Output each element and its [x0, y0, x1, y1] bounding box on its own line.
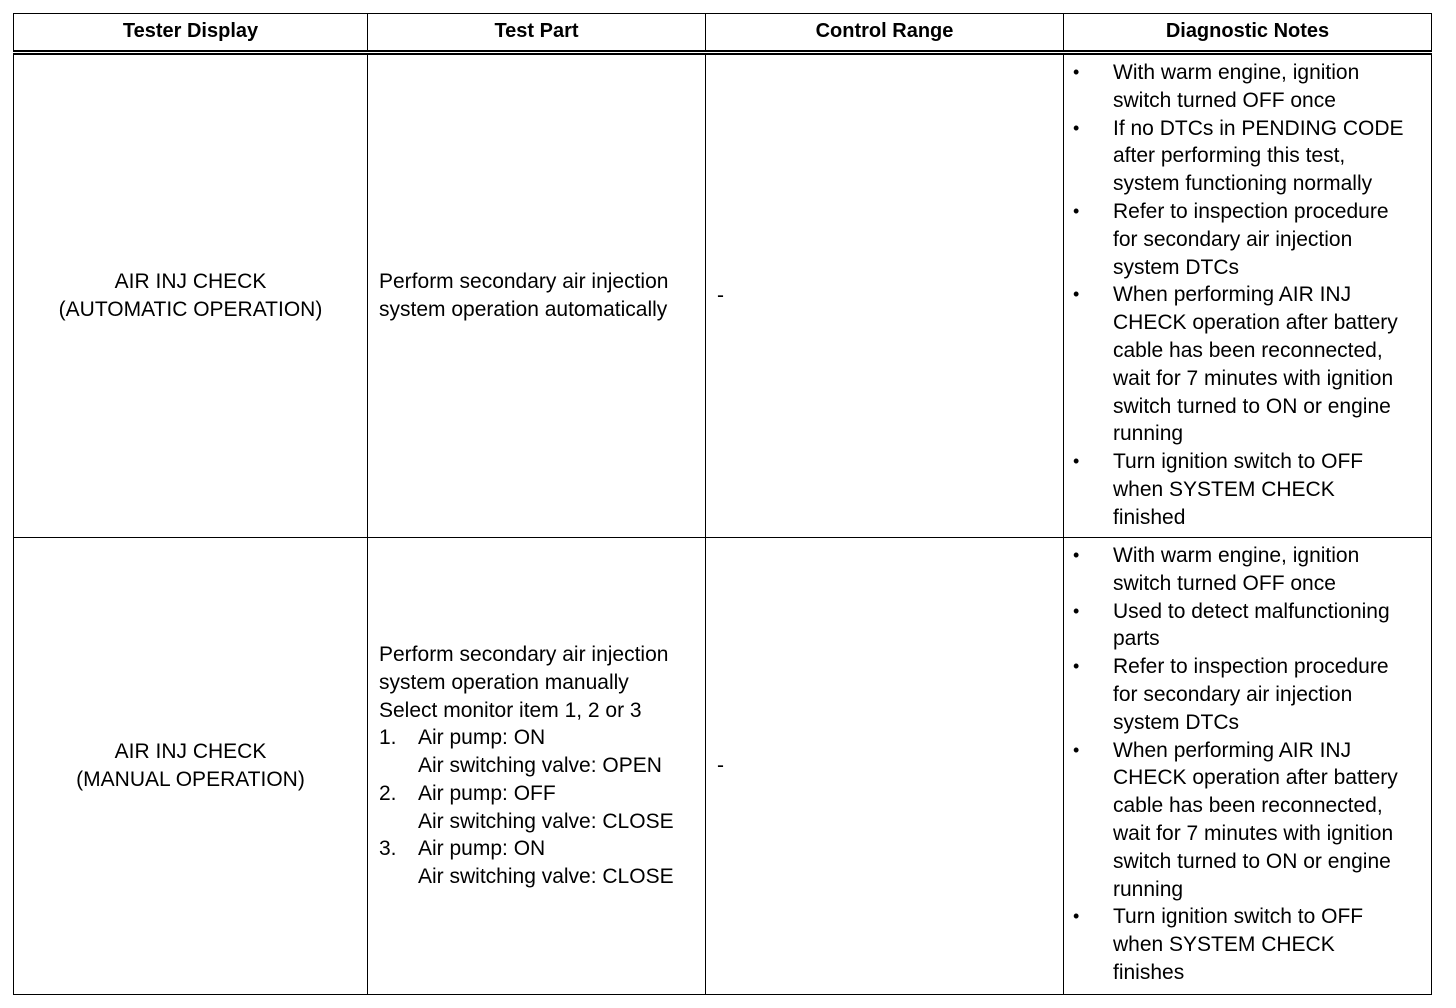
note-line: Turn ignition switch to OFF — [1113, 450, 1364, 474]
bullet-icon: • — [1073, 739, 1080, 760]
note-line: when SYSTEM CHECK — [1113, 477, 1335, 501]
note-line: system DTCs — [1113, 255, 1239, 279]
bullet-icon: • — [1073, 62, 1080, 82]
test-part-cell — [368, 538, 706, 995]
test-step-item — [379, 780, 699, 836]
test-step-item — [379, 724, 699, 780]
note-line: cable has been reconnected, — [1113, 338, 1383, 362]
tester-display-line: AIR INJ CHECK — [114, 270, 267, 294]
note-item — [1064, 903, 1425, 986]
note-item — [1064, 653, 1425, 736]
step-line: Air pump: OFF — [418, 781, 556, 805]
diagnostic-notes-cell — [1064, 538, 1432, 995]
test-part-line: system operation manually — [379, 670, 629, 694]
control-range-cell: - — [706, 53, 1064, 538]
step-line: Air pump: ON — [418, 837, 546, 861]
table-row — [14, 53, 1432, 538]
header-test-part: Test Part — [368, 14, 706, 53]
note-item — [1064, 198, 1425, 281]
note-line: With warm engine, ignition — [1113, 544, 1360, 567]
note-line: when SYSTEM CHECK — [1113, 933, 1335, 957]
note-line: When performing AIR INJ — [1113, 738, 1352, 762]
header-tester-display: Tester Display — [14, 14, 368, 53]
note-line: With warm engine, ignition — [1113, 61, 1360, 84]
tester-display-line: (AUTOMATIC OPERATION) — [58, 298, 323, 321]
notes-list — [1064, 59, 1425, 532]
note-item — [1064, 737, 1425, 904]
bullet-icon: • — [1073, 200, 1080, 221]
note-line: finishes — [1113, 960, 1185, 984]
bullet-icon: • — [1073, 284, 1080, 305]
note-line: parts — [1113, 627, 1160, 651]
diagnostic-table — [13, 13, 1432, 995]
note-line: switch turned to ON or engine — [1113, 849, 1391, 873]
bullet-icon: • — [1073, 600, 1080, 621]
test-part-line: Select monitor item 1, 2 or 3 — [379, 698, 642, 722]
note-item — [1064, 542, 1425, 598]
tester-display-cell — [14, 53, 368, 538]
table-row — [14, 538, 1432, 995]
note-line: for secondary air injection — [1113, 682, 1353, 706]
notes-list — [1064, 542, 1425, 987]
test-part-line: Perform secondary air injection — [379, 270, 669, 294]
header-control-range: Control Range — [706, 14, 1064, 53]
step-line: Air switching valve: CLOSE — [418, 809, 674, 833]
step-line: Air switching valve: OPEN — [418, 754, 662, 778]
note-item — [1064, 448, 1425, 531]
note-line: switch turned OFF once — [1113, 571, 1336, 595]
header-diagnostic-notes: Diagnostic Notes — [1064, 14, 1432, 53]
note-line: running — [1113, 877, 1184, 901]
test-steps-list — [379, 724, 699, 891]
step-number: 1. — [379, 726, 397, 750]
note-line: When performing AIR INJ — [1113, 283, 1352, 307]
bullet-icon: • — [1073, 451, 1080, 472]
bullet-icon: • — [1073, 906, 1080, 927]
step-line: Air switching valve: CLOSE — [418, 865, 674, 889]
note-line: Refer to inspection procedure — [1113, 199, 1389, 223]
tester-display-cell — [14, 538, 368, 995]
bullet-icon: • — [1073, 117, 1080, 138]
note-line: for secondary air injection — [1113, 227, 1353, 251]
diagnostic-notes-cell — [1064, 53, 1432, 538]
note-line: system functioning normally — [1113, 172, 1373, 196]
header-row — [14, 14, 1432, 53]
note-line: after performing this test, — [1113, 144, 1346, 168]
note-line: switch turned to ON or engine — [1113, 394, 1391, 418]
bullet-icon: • — [1073, 656, 1080, 677]
note-item — [1064, 598, 1425, 654]
step-number: 3. — [379, 837, 397, 861]
note-line: finished — [1113, 505, 1186, 529]
test-step-item — [379, 835, 699, 891]
note-line: Refer to inspection procedure — [1113, 655, 1389, 679]
note-line: CHECK operation after battery — [1113, 766, 1398, 790]
step-number: 2. — [379, 781, 397, 805]
note-line: switch turned OFF once — [1113, 88, 1336, 112]
tester-display-line: AIR INJ CHECK — [114, 740, 267, 764]
note-item — [1064, 281, 1425, 448]
note-line: system DTCs — [1113, 710, 1239, 734]
note-line: cable has been reconnected, — [1113, 794, 1383, 818]
test-part-line: system operation automatically — [379, 298, 668, 321]
note-line: wait for 7 minutes with ignition — [1113, 821, 1394, 845]
note-line: Turn ignition switch to OFF — [1113, 905, 1364, 929]
tester-display-line: (MANUAL OPERATION) — [76, 768, 305, 791]
control-range-cell: - — [706, 538, 1064, 995]
bullet-icon: • — [1073, 545, 1080, 565]
note-line: Used to detect malfunctioning — [1113, 599, 1390, 623]
test-part-line: Perform secondary air injection — [379, 642, 669, 666]
note-line: wait for 7 minutes with ignition — [1113, 366, 1394, 390]
note-item — [1064, 59, 1425, 115]
note-line: If no DTCs in PENDING CODE — [1113, 116, 1404, 140]
note-line: running — [1113, 422, 1184, 446]
note-item — [1064, 115, 1425, 198]
step-line: Air pump: ON — [418, 726, 546, 750]
test-part-cell — [368, 53, 706, 538]
note-line: CHECK operation after battery — [1113, 311, 1398, 335]
